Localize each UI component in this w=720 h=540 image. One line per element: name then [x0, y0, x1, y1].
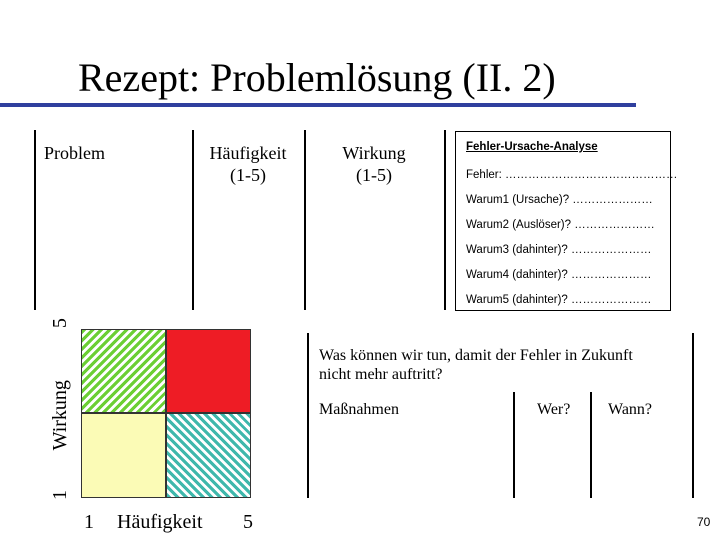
page-number: 70 [697, 515, 711, 529]
fehler-ursache-analyse-box [455, 131, 678, 311]
column-header-massnahmen: Maßnahmen [319, 401, 399, 418]
x-axis-label: Häufigkeit [117, 511, 203, 533]
column-header-haeufigkeit-line1: Häufigkeit [209, 143, 287, 163]
measures-question-line1: Was können wir tun, damit der Fehler in Zukunft [319, 347, 633, 364]
measures-question [319, 346, 633, 384]
table-divider-3 [444, 130, 446, 310]
matrix-cell-bottom-right [166, 413, 251, 498]
analysis-line-warum2: Warum2 (Auslöser)? ………………… [466, 219, 655, 231]
y-axis-min: 1 [49, 490, 71, 500]
matrix-y-axis [48, 318, 72, 500]
table-divider-2 [304, 130, 306, 310]
slide-title: Rezept: Problemlösung (II. 2) [78, 55, 556, 100]
title-underline [0, 103, 636, 107]
column-header-wirkung [308, 142, 440, 186]
column-header-wirkung-line1: Wirkung [342, 143, 406, 163]
measures-divider-1 [513, 392, 515, 498]
matrix-cell-top-right [166, 329, 251, 413]
analysis-line-warum1: Warum1 (Ursache)? ………………… [466, 194, 653, 206]
y-axis-max: 5 [49, 318, 71, 329]
x-axis-max: 5 [243, 511, 253, 533]
measures-border-right [692, 333, 694, 498]
analysis-line-warum3: Warum3 (dahinter)? ………………… [466, 244, 652, 256]
x-axis-min: 1 [84, 511, 94, 533]
column-header-wann: Wann? [608, 401, 653, 418]
column-header-problem: Problem [44, 143, 105, 163]
analysis-heading: Fehler-Ursache-Analyse [466, 141, 598, 153]
matrix-cell-top-left [81, 329, 166, 413]
column-header-haeufigkeit [196, 142, 300, 186]
column-header-wirkung-line2: (1-5) [356, 165, 392, 185]
table-divider-1 [192, 130, 194, 310]
table-border-left [34, 130, 36, 310]
measures-divider-2 [590, 392, 592, 498]
matrix-cell-bottom-left [81, 413, 166, 498]
y-axis-label: Wirkung [49, 380, 71, 451]
measures-question-line2: nicht mehr auftritt? [319, 366, 443, 383]
column-header-wer: Wer? [537, 401, 571, 418]
analysis-line-warum5: Warum5 (dahinter)? ………………… [466, 294, 652, 306]
analysis-line-warum4: Warum4 (dahinter)? ………………… [466, 269, 652, 281]
analysis-line-fehler: Fehler: ……………………………………… [466, 169, 678, 181]
column-header-haeufigkeit-line2: (1-5) [230, 165, 266, 185]
measures-border-left [307, 333, 309, 498]
